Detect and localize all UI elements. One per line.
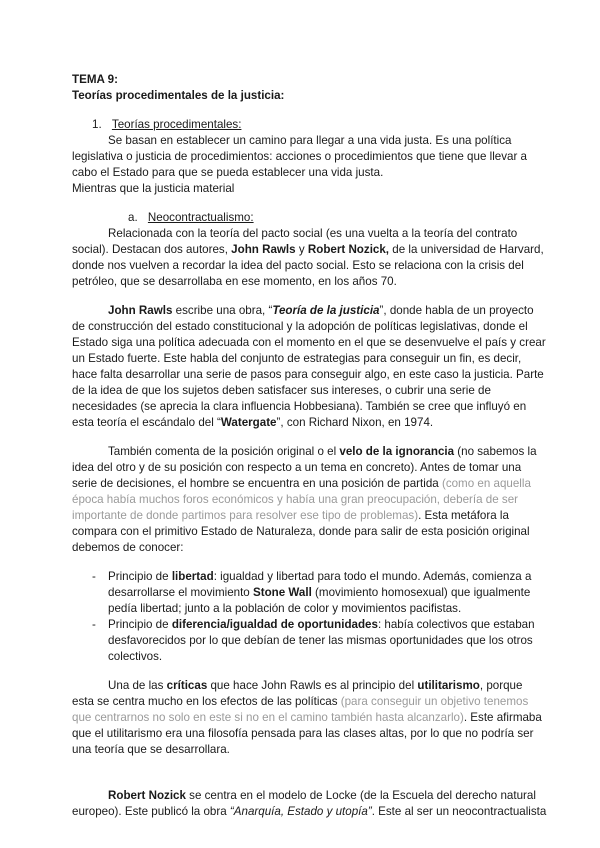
paragraph-line: una teoría que se desarrollara. [72, 743, 230, 756]
subsection-heading [128, 210, 254, 226]
text-run: ”, donde habla de un proyecto [379, 304, 534, 317]
paragraph-line: Relacionada con la teoría del pacto social (es una vuelta a la teoría del contrato [108, 227, 518, 240]
emphasis: libertad [171, 570, 214, 583]
book-title: “Anarquía, Estado y utopía” [229, 805, 372, 818]
paragraph-line: un Estado fuerte. Este habla del conjunto de estrategias para conseguir un fin, es decir, [72, 352, 522, 365]
text-run: serie de decisiones, el hombre se encuentra en una posición de partida [72, 477, 442, 490]
section-title: Teorías procedimentales: [111, 118, 242, 131]
aside-note: que centrarnos no solo en este si no en el camino también hasta alcanzarlo) [72, 711, 464, 724]
paragraph-line [72, 242, 544, 258]
text-run: de la universidad de Harvard, [389, 243, 544, 256]
text-run: : había colectivos que estaban [377, 618, 535, 631]
subsection-letter: a. [128, 211, 138, 224]
text-run: europeo). Este publicó la obra [72, 805, 230, 818]
emphasis: críticas [166, 679, 208, 692]
paragraph-line: idea del otro y de su posición con respecto a un tema en concreto). Antes de tomar una [72, 461, 522, 474]
paragraph-line [72, 694, 528, 710]
paragraph-line [108, 303, 534, 319]
paragraph-line: época había muchos foros económicos y había una gran preocupación, debería de ser [72, 493, 519, 506]
paragraph-line [108, 678, 522, 694]
emphasis: diferencia/igualdad de oportunidades [171, 618, 378, 631]
text-run: . Este al ser un neocontractualista [371, 805, 547, 818]
aside-note: importante de donde partimos para resolver ese tipo de problemas) [72, 509, 419, 522]
text-run: Principio de [108, 570, 172, 583]
author-name: Robert Nozick [108, 789, 186, 802]
topic-number: TEMA 9: [72, 73, 118, 86]
text-run: (no sabemos la [454, 445, 537, 458]
paragraph-line: compara con el primitivo Estado de Naturaleza, donde para salir de esta posición original [72, 525, 530, 538]
text-run: desarrollarse el movimiento [108, 586, 253, 599]
list-item-line [108, 585, 530, 601]
subsection-title: Neocontractualismo: [147, 211, 254, 224]
text-run: se centra en el modelo de Locke (de la Escuela del derecho natural [185, 789, 536, 802]
paragraph-line [72, 415, 433, 431]
paragraph-line: necesidades (se aprecia la clara influencia Hobbesiana). También se cree que influyó en [72, 400, 527, 413]
paragraph-line: petróleo, que se desarrollaba en ese momento, en los años 70. [72, 275, 397, 288]
paragraph-line: de la idea de que los sujetos deben satisfacer sus intereses, o cubrir una serie de [72, 384, 491, 397]
bullet-dash: - [92, 570, 96, 583]
paragraph-line: cabo el Estado para que se pueda establecer una vida justa. [72, 166, 384, 179]
section-heading-1 [92, 117, 241, 133]
emphasis: velo de la ignorancia [339, 445, 455, 458]
text-run: esta se centra mucho en los efectos de las políticas [72, 695, 341, 708]
paragraph-line: de construcción del estado constitucional y la adopción de políticas legislativas, donde el [72, 320, 528, 333]
paragraph-line: debemos de conocer: [72, 541, 184, 554]
paragraph-line [108, 444, 537, 460]
paragraph-line [72, 710, 542, 726]
paragraph-line: que el utilitarismo era una filosofía pensada para las clases altas, por lo que no podría ser [72, 727, 534, 740]
text-run: escribe una obra, “ [172, 304, 273, 317]
topic-title: Teorías procedimentales de la justicia: [72, 89, 285, 102]
paragraph-line: hace falta desarrollar una serie de pasos para conseguir algo, en este caso la justicia. Parte [72, 368, 544, 381]
list-item-line [108, 617, 535, 633]
paragraph-line: donde nos vuelven a recordar la idea del pacto social. Esto se relaciona con la crisis del [72, 259, 524, 272]
paragraph-line: legislativa o justicia de procedimientos: acciones o procedimientos que tiene que llevar a [72, 150, 527, 163]
paragraph-line [108, 788, 536, 804]
paragraph-line [72, 476, 531, 492]
book-title: Teoría de la justicia [272, 304, 380, 317]
paragraph-line: Mientras que la justicia material [72, 182, 235, 195]
text-run: Principio de [108, 618, 172, 631]
emphasis: Stone Wall [252, 586, 312, 599]
section-number: 1. [92, 118, 102, 131]
emphasis: Watergate [220, 416, 277, 429]
text-run: ”, con Richard Nixon, en 1974. [276, 416, 434, 429]
text-run: social). Destacan dos autores, [72, 243, 232, 256]
paragraph-line: Estado siga una política adecuada con el momento en el que se desenvuelve el país y crear [72, 336, 546, 349]
text-run: . Este afirmaba [463, 711, 542, 724]
list-item-line: pedía libertad; junto a la población de color y movimientos pacifistas. [108, 602, 462, 615]
text-run: : igualdad y libertad para todo el mundo. Además, comienza a [213, 570, 532, 583]
author-name: John Rawls [108, 304, 173, 317]
text-run: que hace John Rawls es al principio del [207, 679, 418, 692]
text-run: Una de las [108, 679, 167, 692]
text-run: , porque [479, 679, 523, 692]
author-name: John Rawls [231, 243, 296, 256]
paragraph-line [72, 804, 546, 820]
text-run: y [295, 243, 308, 256]
text-run: esta teoría el escándalo del “ [72, 416, 221, 429]
list-item-line: colectivos. [108, 650, 163, 663]
list-item-line: desfavorecidos por lo que debían de tener las mismas oportunidades que los otros [108, 634, 533, 647]
author-name: Robert Nozick, [307, 243, 390, 256]
text-run: También comenta de la posición original o el [108, 445, 340, 458]
paragraph-line: Se basan en establecer un camino para llegar a una vida justa. Es una política [108, 134, 512, 147]
emphasis: utilitarismo [417, 679, 480, 692]
text-run: (movimiento homosexual) que igualmente [311, 586, 531, 599]
list-item-line [108, 569, 531, 585]
bullet-dash: - [92, 618, 96, 631]
paragraph-line [72, 508, 509, 524]
aside-note: (como en aquella [441, 477, 531, 490]
aside-note: (para conseguir un objetivo tenemos [340, 695, 529, 708]
text-run: . Esta metáfora la [418, 509, 509, 522]
